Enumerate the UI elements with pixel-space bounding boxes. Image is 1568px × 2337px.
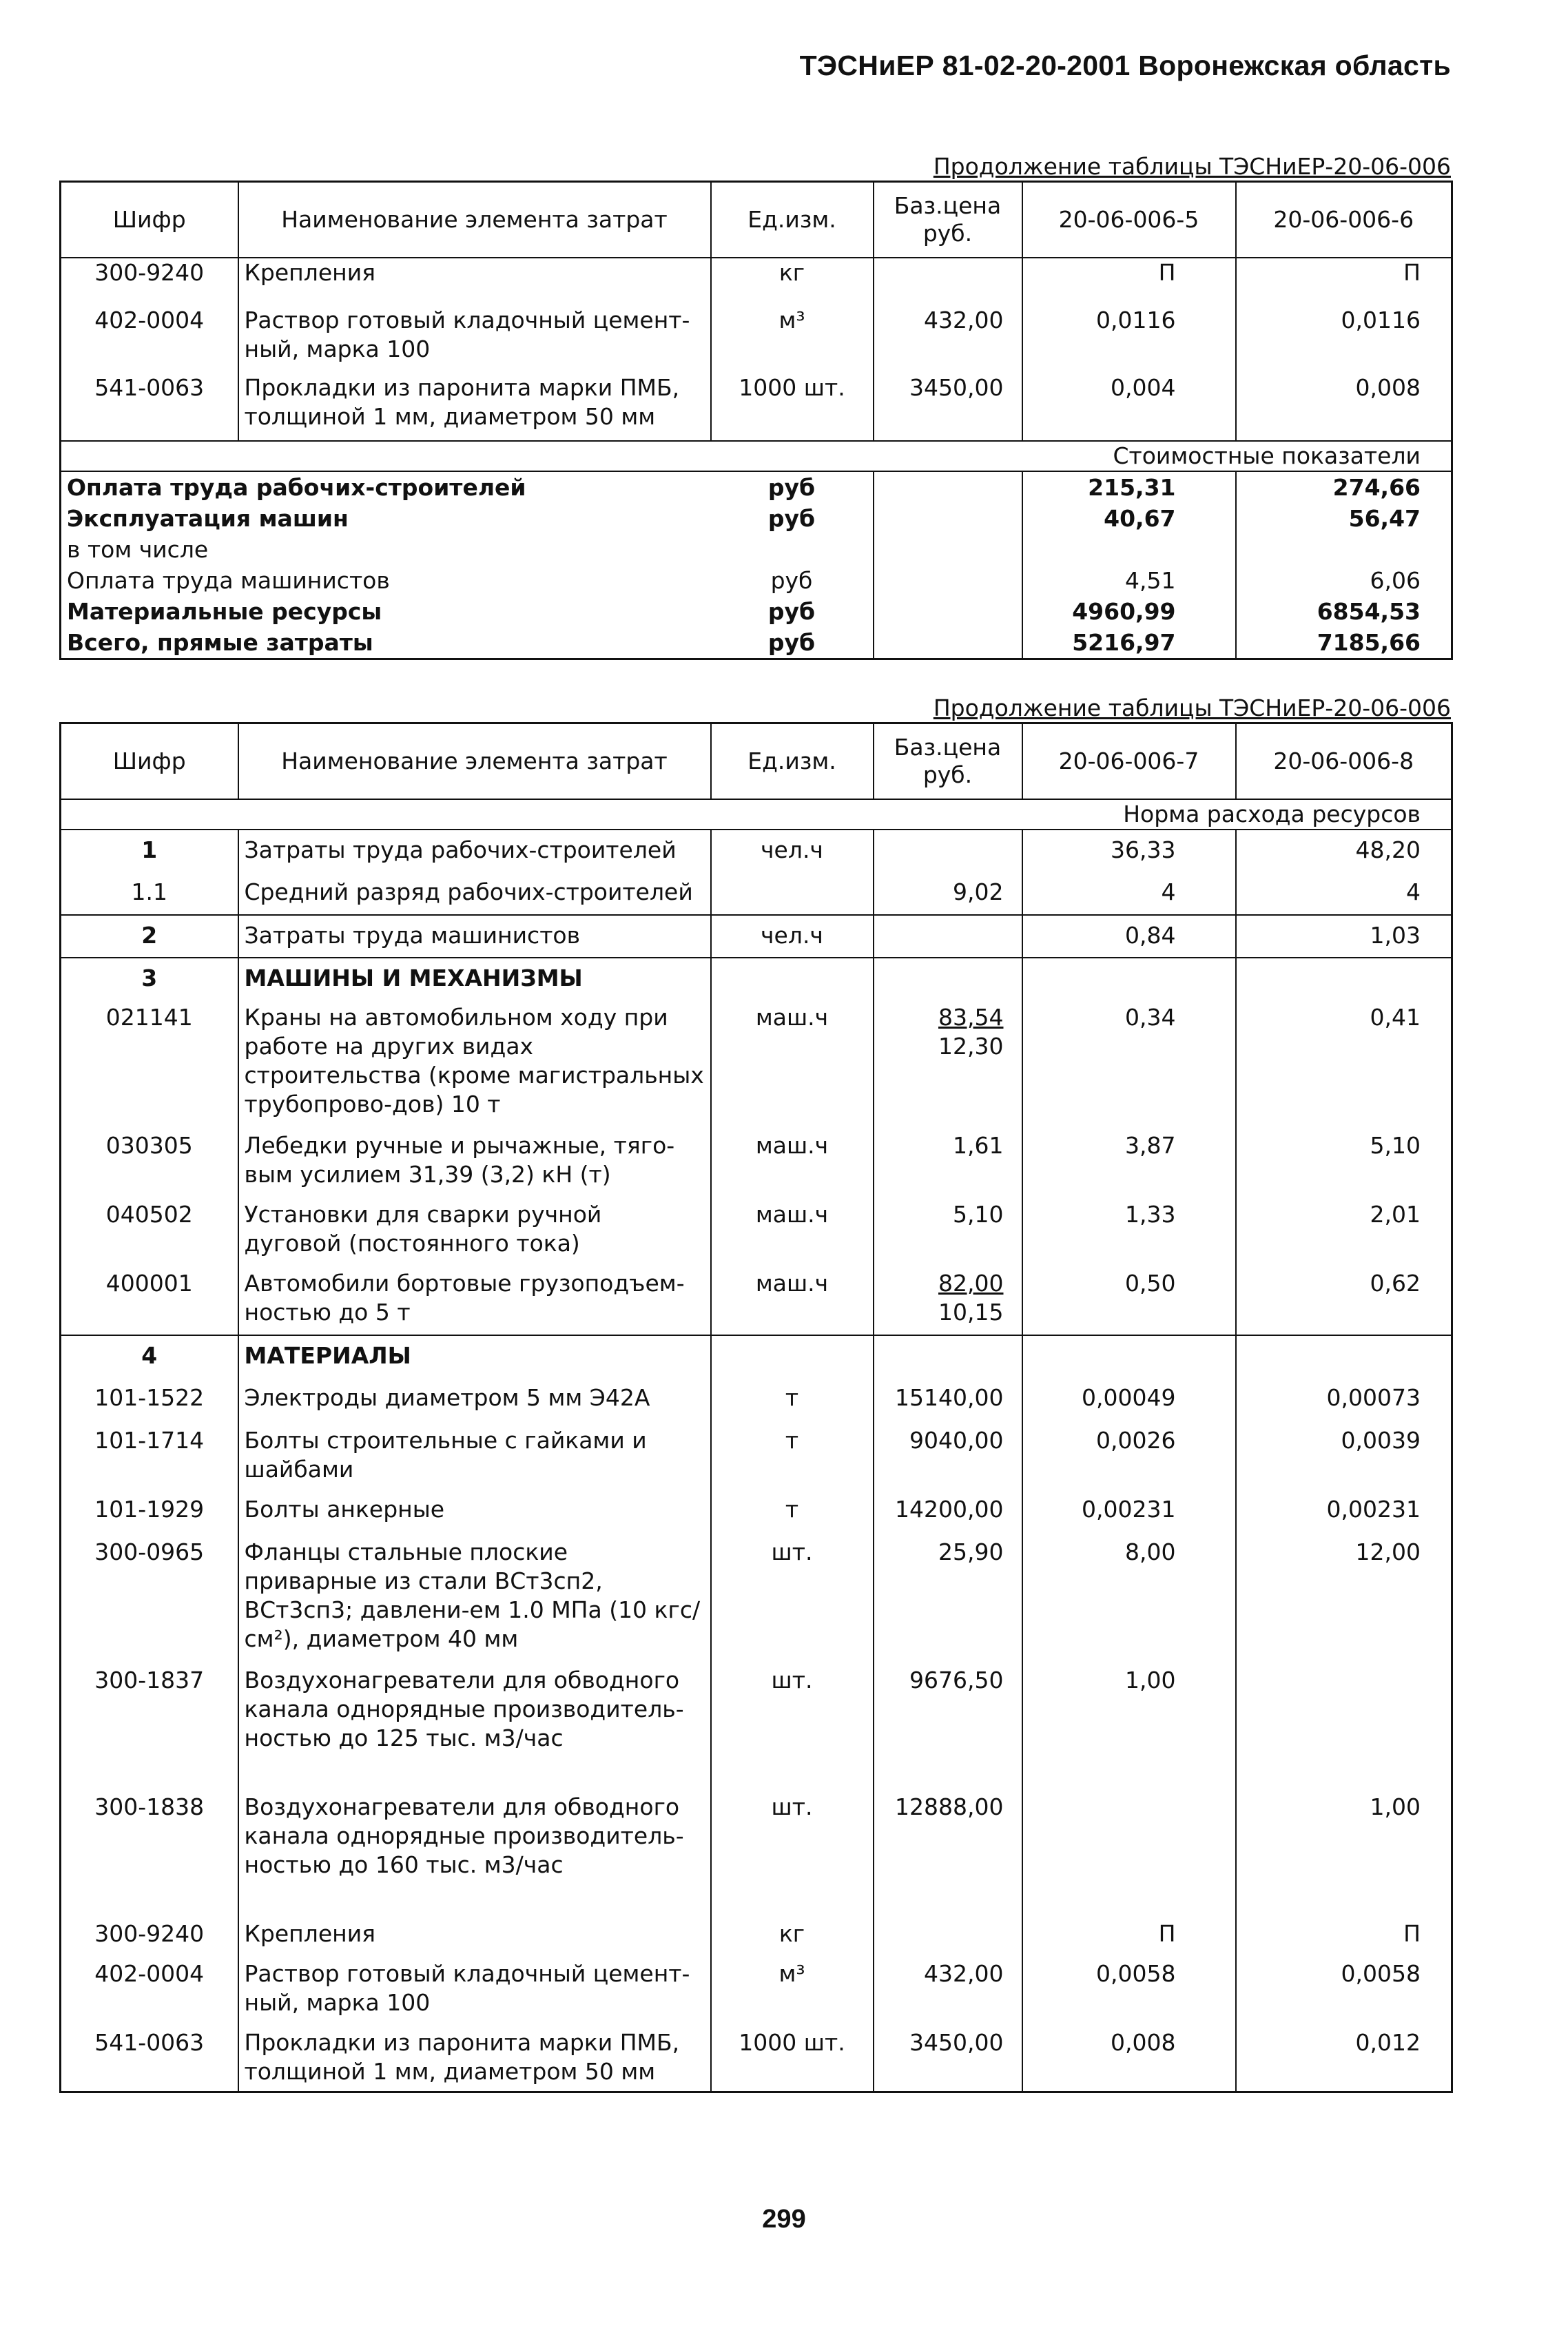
table-row [61,1195,1452,1264]
cell-name: Автомобили бортовые грузоподъем-ностью до 5 т [238,1264,711,1335]
cell-code: 2 [61,915,238,958]
cell-code: 1.1 [131,878,167,905]
col-header-v1: 20-06-006-7 [1022,723,1236,800]
table2 [59,722,1453,2093]
cell-code: 4 [61,1335,238,1378]
cell-code: 101-1522 [94,1384,205,1411]
cost-label: в том числе [67,536,209,563]
cell-price [874,1787,1022,1914]
cell-price: 3450,00 [874,373,1022,441]
cell-unit [711,872,874,915]
norm-section-title: Норма расхода ресурсов [61,799,1452,830]
cost-label: Всего, прямые затраты [67,629,373,656]
cost-unit: руб [767,629,816,656]
cell-value-1: 1,33 [1022,1195,1236,1264]
cell-value-1 [1022,1787,1236,1914]
col-header-unit: Ед.изм. [711,723,874,800]
cell-unit: маш.ч [711,1195,874,1264]
cost-value-2: 7185,66 [1236,627,1452,659]
col-header-code: Шифр [61,723,238,800]
cell-price [874,1954,1022,2023]
cell-price [874,1490,1022,1532]
cell-value-1: 0,34 [1022,998,1236,1126]
cell-code: 300-1837 [94,1667,205,1693]
cost-value-1: 4960,99 [1022,596,1236,627]
cost-row [61,596,1452,627]
page-number: 299 [762,2205,806,2234]
table-row [61,2023,1452,2092]
cost-value-2: 56,47 [1236,503,1452,534]
cell-price [874,1126,1022,1195]
cell-name: Фланцы стальные плоские приварные из стали ВСт3сп2, ВСт3сп3; давлени-ем 1.0 МПа (10 кгс/см²), диаметром 40 мм [238,1532,711,1660]
price-value: 83,54 [938,1004,1004,1031]
cell-name: Воздухонагреватели для обводного канала однорядные производитель-ностью до 160 тыс. м3/час [238,1787,711,1914]
price-value: 432,00 [924,1960,1004,1987]
cell-unit: т [711,1490,874,1532]
cell-name: Раствор готовый кладочный цемент-ный, марка 100 [238,306,711,373]
price-value-machinist: 10,15 [938,1299,1004,1326]
cell-code: 400001 [105,1270,193,1297]
col-header-price: Баз.цена руб. [874,182,1022,258]
col-header-v2: 20-06-006-6 [1236,182,1452,258]
cell-code: 040502 [105,1201,193,1228]
col-header-v2: 20-06-006-8 [1236,723,1452,800]
cell-name: Электроды диаметром 5 мм Э42А [238,1378,711,1421]
cell-value-1 [1022,1335,1236,1378]
table-row [61,1490,1452,1532]
table-row [61,998,1452,1126]
cell-price [874,258,1022,306]
cell-name: Воздухонагреватели для обводного канала однорядные производитель-ностью до 125 тыс. м3/час [238,1660,711,1787]
cell-unit: маш.ч [711,1126,874,1195]
cell-value-1: 0,0026 [1022,1421,1236,1490]
cell-price [874,1660,1022,1787]
cell-price: 432,00 [874,306,1022,373]
cell-name: Средний разряд рабочих-строителей [238,872,711,915]
cell-value-1: П [1022,258,1236,306]
cell-unit: чел.ч [711,830,874,872]
cell-value-2 [1236,958,1452,998]
cell-name: Крепления [238,1914,711,1954]
cell-price [874,1195,1022,1264]
cost-unit: руб [767,598,816,625]
price-value: 9,02 [953,878,1004,905]
cell-value-2: 0,00073 [1236,1378,1452,1421]
cell-price [874,872,1022,915]
table2-header-row [61,723,1452,800]
cell-value-2: П [1236,258,1452,306]
cell-value-1 [1022,958,1236,998]
cost-section-title: Стоимостные показатели [61,441,1452,471]
table2-caption: Продолжение таблицы ТЭСНиЕР-20-06-006 [933,694,1451,721]
cell-unit [711,958,874,998]
cell-name: Прокладки из паронита марки ПМБ, толщиной 1 мм, диаметром 50 мм [238,373,711,441]
cell-name: Лебедки ручные и рычажные, тяго-вым усилием 31,39 (3,2) кН (т) [238,1126,711,1195]
cell-name: Крепления [238,258,711,306]
cost-price-empty [874,627,1022,659]
cost-price-empty [874,503,1022,534]
cost-value-1: 5216,97 [1022,627,1236,659]
cell-unit: 1000 шт. [711,373,874,441]
table-row [61,1914,1452,1954]
cost-value-2 [1236,534,1452,565]
cost-price-empty [874,596,1022,627]
cell-price [874,1532,1022,1660]
cell-code: 541-0063 [94,2029,205,2056]
table1 [59,181,1453,660]
cell-value-1: 0,004 [1022,373,1236,441]
cell-code: 300-9240 [94,1920,205,1947]
cost-value-2: 6854,53 [1236,596,1452,627]
cell-value-2: 0,012 [1236,2023,1452,2092]
cell-code: 541-0063 [94,374,205,401]
cell-value-1: 3,87 [1022,1126,1236,1195]
col-header-unit: Ед.изм. [711,182,874,258]
table-row [61,1378,1452,1421]
cost-value-2: 274,66 [1236,471,1452,503]
cell-name: Болты анкерные [238,1490,711,1532]
cell-name: МАШИНЫ И МЕХАНИЗМЫ [238,958,711,998]
price-value: 12888,00 [895,1793,1004,1820]
cost-value-1: 215,31 [1022,471,1236,503]
cost-price-empty [874,534,1022,565]
cell-value-2: 0,0039 [1236,1421,1452,1490]
cell-name: МАТЕРИАЛЫ [238,1335,711,1378]
cost-unit: руб [767,474,816,501]
cell-price [874,1335,1022,1378]
cell-unit: 1000 шт. [711,2023,874,2092]
cell-code: 300-1838 [94,1793,205,1820]
cell-unit: т [711,1378,874,1421]
cell-name: Краны на автомобильном ходу при работе на других видах строительства (кроме магистральных трубопрово-дов) 10 т [238,998,711,1126]
price-value: 15140,00 [895,1384,1004,1411]
col-header-v1: 20-06-006-5 [1022,182,1236,258]
cell-value-1: 0,84 [1022,915,1236,958]
cost-price-empty [874,565,1022,596]
cell-code: 030305 [105,1132,193,1159]
col-header-name: Наименование элемента затрат [238,723,711,800]
cell-unit: шт. [711,1532,874,1660]
cell-value-2: 0,0058 [1236,1954,1452,2023]
col-header-code: Шифр [61,182,238,258]
col-header-price: Баз.цена руб. [874,723,1022,800]
cost-unit: руб [767,505,816,532]
cost-label: Оплата труда рабочих-строителей [67,474,526,501]
cell-name: Болты строительные с гайками и шайбами [238,1421,711,1490]
cell-value-2: 5,10 [1236,1126,1452,1195]
cell-code: 1 [61,830,238,872]
cell-code: 402-0004 [94,1960,205,1987]
cost-unit [711,534,874,565]
cell-name: Затраты труда машинистов [238,915,711,958]
cell-unit [711,1335,874,1378]
cost-value-2: 6,06 [1236,565,1452,596]
cell-price [874,915,1022,958]
price-value: 82,00 [938,1270,1004,1297]
cell-price [874,958,1022,998]
table-row [61,1532,1452,1660]
price-value: 25,90 [938,1538,1004,1565]
table1-caption: Продолжение таблицы ТЭСНиЕР-20-06-006 [933,153,1451,180]
cost-unit: руб [770,567,813,594]
cost-label: Эксплуатация машин [67,505,349,532]
cost-label: Материальные ресурсы [67,598,382,625]
cost-value-1: 40,67 [1022,503,1236,534]
cell-value-2: 48,20 [1236,830,1452,872]
cell-value-1: 0,00231 [1022,1490,1236,1532]
cell-value-2: 0,62 [1236,1264,1452,1335]
cost-row [61,534,1452,565]
cell-value-1: 1,00 [1022,1660,1236,1787]
table-row [61,915,1452,958]
cost-row [61,627,1452,659]
cell-code: 300-9240 [94,259,205,286]
cost-row [61,471,1452,503]
cell-name: Прокладки из паронита марки ПМБ, толщиной 1 мм, диаметром 50 мм [238,2023,711,2092]
cost-value-1: 4,51 [1022,565,1236,596]
table-row [61,872,1452,915]
cell-price [874,1264,1022,1335]
cost-value-1 [1022,534,1236,565]
cell-value-2: 0,41 [1236,998,1452,1126]
cell-unit: т [711,1421,874,1490]
norm-section-title-row [61,799,1452,830]
cell-value-1: 8,00 [1022,1532,1236,1660]
cell-value-1: 0,0116 [1022,306,1236,373]
cell-unit: маш.ч [711,998,874,1126]
cell-code: 101-1929 [94,1496,205,1523]
cell-price [874,830,1022,872]
price-value: 3450,00 [909,2029,1004,2056]
cell-name: Установки для сварки ручной дуговой (постоянного тока) [238,1195,711,1264]
cell-name: Раствор готовый кладочный цемент-ный, марка 100 [238,1954,711,2023]
cell-unit: кг [711,258,874,306]
cell-code: 021141 [105,1004,193,1031]
cost-row [61,565,1452,596]
cell-value-2: 12,00 [1236,1532,1452,1660]
cell-value-2: П [1236,1914,1452,1954]
table-row [61,1787,1452,1914]
table-row [61,1421,1452,1490]
cell-unit: чел.ч [711,915,874,958]
cell-code: 300-0965 [94,1538,205,1565]
cell-price [874,1914,1022,1954]
cost-row [61,503,1452,534]
page-title: ТЭСНиЕР 81-02-20-2001 Воронежская область [799,50,1451,81]
cell-value-2: 0,0116 [1236,306,1452,373]
cell-code: 3 [61,958,238,998]
table-row [61,306,1452,373]
price-value: 9676,50 [909,1667,1004,1693]
price-value: 5,10 [953,1201,1004,1228]
cell-value-2: 0,00231 [1236,1490,1452,1532]
cell-value-2: 2,01 [1236,1195,1452,1264]
cell-price [874,998,1022,1126]
cell-value-2: 0,008 [1236,373,1452,441]
price-value: 14200,00 [895,1496,1004,1523]
cell-value-2 [1236,1660,1452,1787]
cell-unit: м³ [711,306,874,373]
price-value: 9040,00 [909,1427,1004,1454]
cost-label: Оплата труда машинистов [67,567,390,594]
table-row [61,373,1452,441]
cell-value-2: 1,00 [1236,1787,1452,1914]
cell-value-1: 0,50 [1022,1264,1236,1335]
cell-price [874,1378,1022,1421]
table-row [61,958,1452,998]
cell-unit: маш.ч [711,1264,874,1335]
cell-unit: шт. [711,1660,874,1787]
table-row [61,1954,1452,2023]
cell-value-1: 4 [1022,872,1236,915]
cell-value-2: 4 [1236,872,1452,915]
table-row [61,830,1452,872]
cell-unit: м³ [711,1954,874,2023]
cell-value-1: П [1022,1914,1236,1954]
cell-value-1: 0,00049 [1022,1378,1236,1421]
table-row [61,1335,1452,1378]
price-value-machinist: 12,30 [938,1033,1004,1060]
table1-header-row [61,182,1452,258]
cell-value-2: 1,03 [1236,915,1452,958]
table-row [61,1660,1452,1787]
col-header-name: Наименование элемента затрат [238,182,711,258]
table-row [61,1264,1452,1335]
cell-name: Затраты труда рабочих-строителей [238,830,711,872]
cell-value-1: 36,33 [1022,830,1236,872]
cell-unit: кг [711,1914,874,1954]
cost-section-title-row [61,441,1452,471]
cell-value-1: 0,008 [1022,2023,1236,2092]
table-row [61,1126,1452,1195]
cell-code: 101-1714 [94,1427,205,1454]
price-value: 1,61 [953,1132,1004,1159]
cell-code: 402-0004 [94,307,205,333]
cell-price [874,1421,1022,1490]
cell-price [874,2023,1022,2092]
cost-price-empty [874,471,1022,503]
cell-unit: шт. [711,1787,874,1914]
cell-value-2 [1236,1335,1452,1378]
table-row [61,258,1452,306]
cell-value-1: 0,0058 [1022,1954,1236,2023]
